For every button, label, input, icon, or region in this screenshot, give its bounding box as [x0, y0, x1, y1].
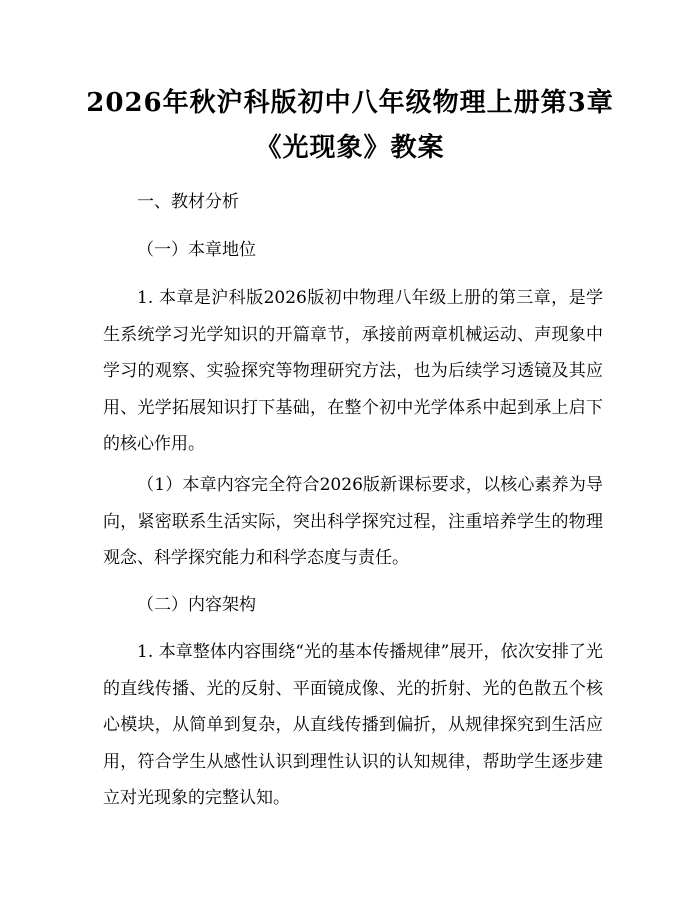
paragraph-content-structure-1 [103, 634, 603, 817]
paragraph-chapter-position-1 [103, 280, 603, 463]
document-title-line2: 《光现象》教案 [255, 133, 445, 163]
document-title-line1: 2026年秋沪科版初中八年级物理上册第3章 [86, 88, 614, 118]
subsection-heading-chapter-position: （一）本章地位 [137, 240, 256, 260]
paragraph-text: （1）本章内容完全符合2026版新课标要求，以核心素养为导向，紧密联系生活实际，突出科学探究过程，注重培养学生的物理观念、科学探究能力和科学态度与责任。 [103, 475, 603, 568]
paragraph-text: 1. 本章是沪科版2026版初中物理八年级上册的第三章，是学生系统学习光学知识的开篇章节，承接前两章机械运动、声现象中学习的观察、实验探究等物理研究方法，也为后续学习透镜及其应用、光学拓展知识打下基础，在整个初中光学体系中起到承上启下的核心作用。 [103, 288, 603, 454]
section-heading-teaching-material-analysis: 一、教材分析 [137, 192, 239, 212]
paragraph-text: 1. 本章整体内容围绕“光的基本传播规律”展开，依次安排了光的直线传播、光的反射、平面镜成像、光的折射、光的色散五个核心模块，从简单到复杂，从直线传播到偏折，从规律探究到生活应用，符合学生从感性认识到理性认识的认知规律，帮助学生逐步建立对光现象的完整认知。 [103, 642, 603, 808]
subsection-heading-content-structure: （二）内容架构 [137, 595, 256, 615]
paragraph-chapter-position-2 [103, 467, 603, 577]
